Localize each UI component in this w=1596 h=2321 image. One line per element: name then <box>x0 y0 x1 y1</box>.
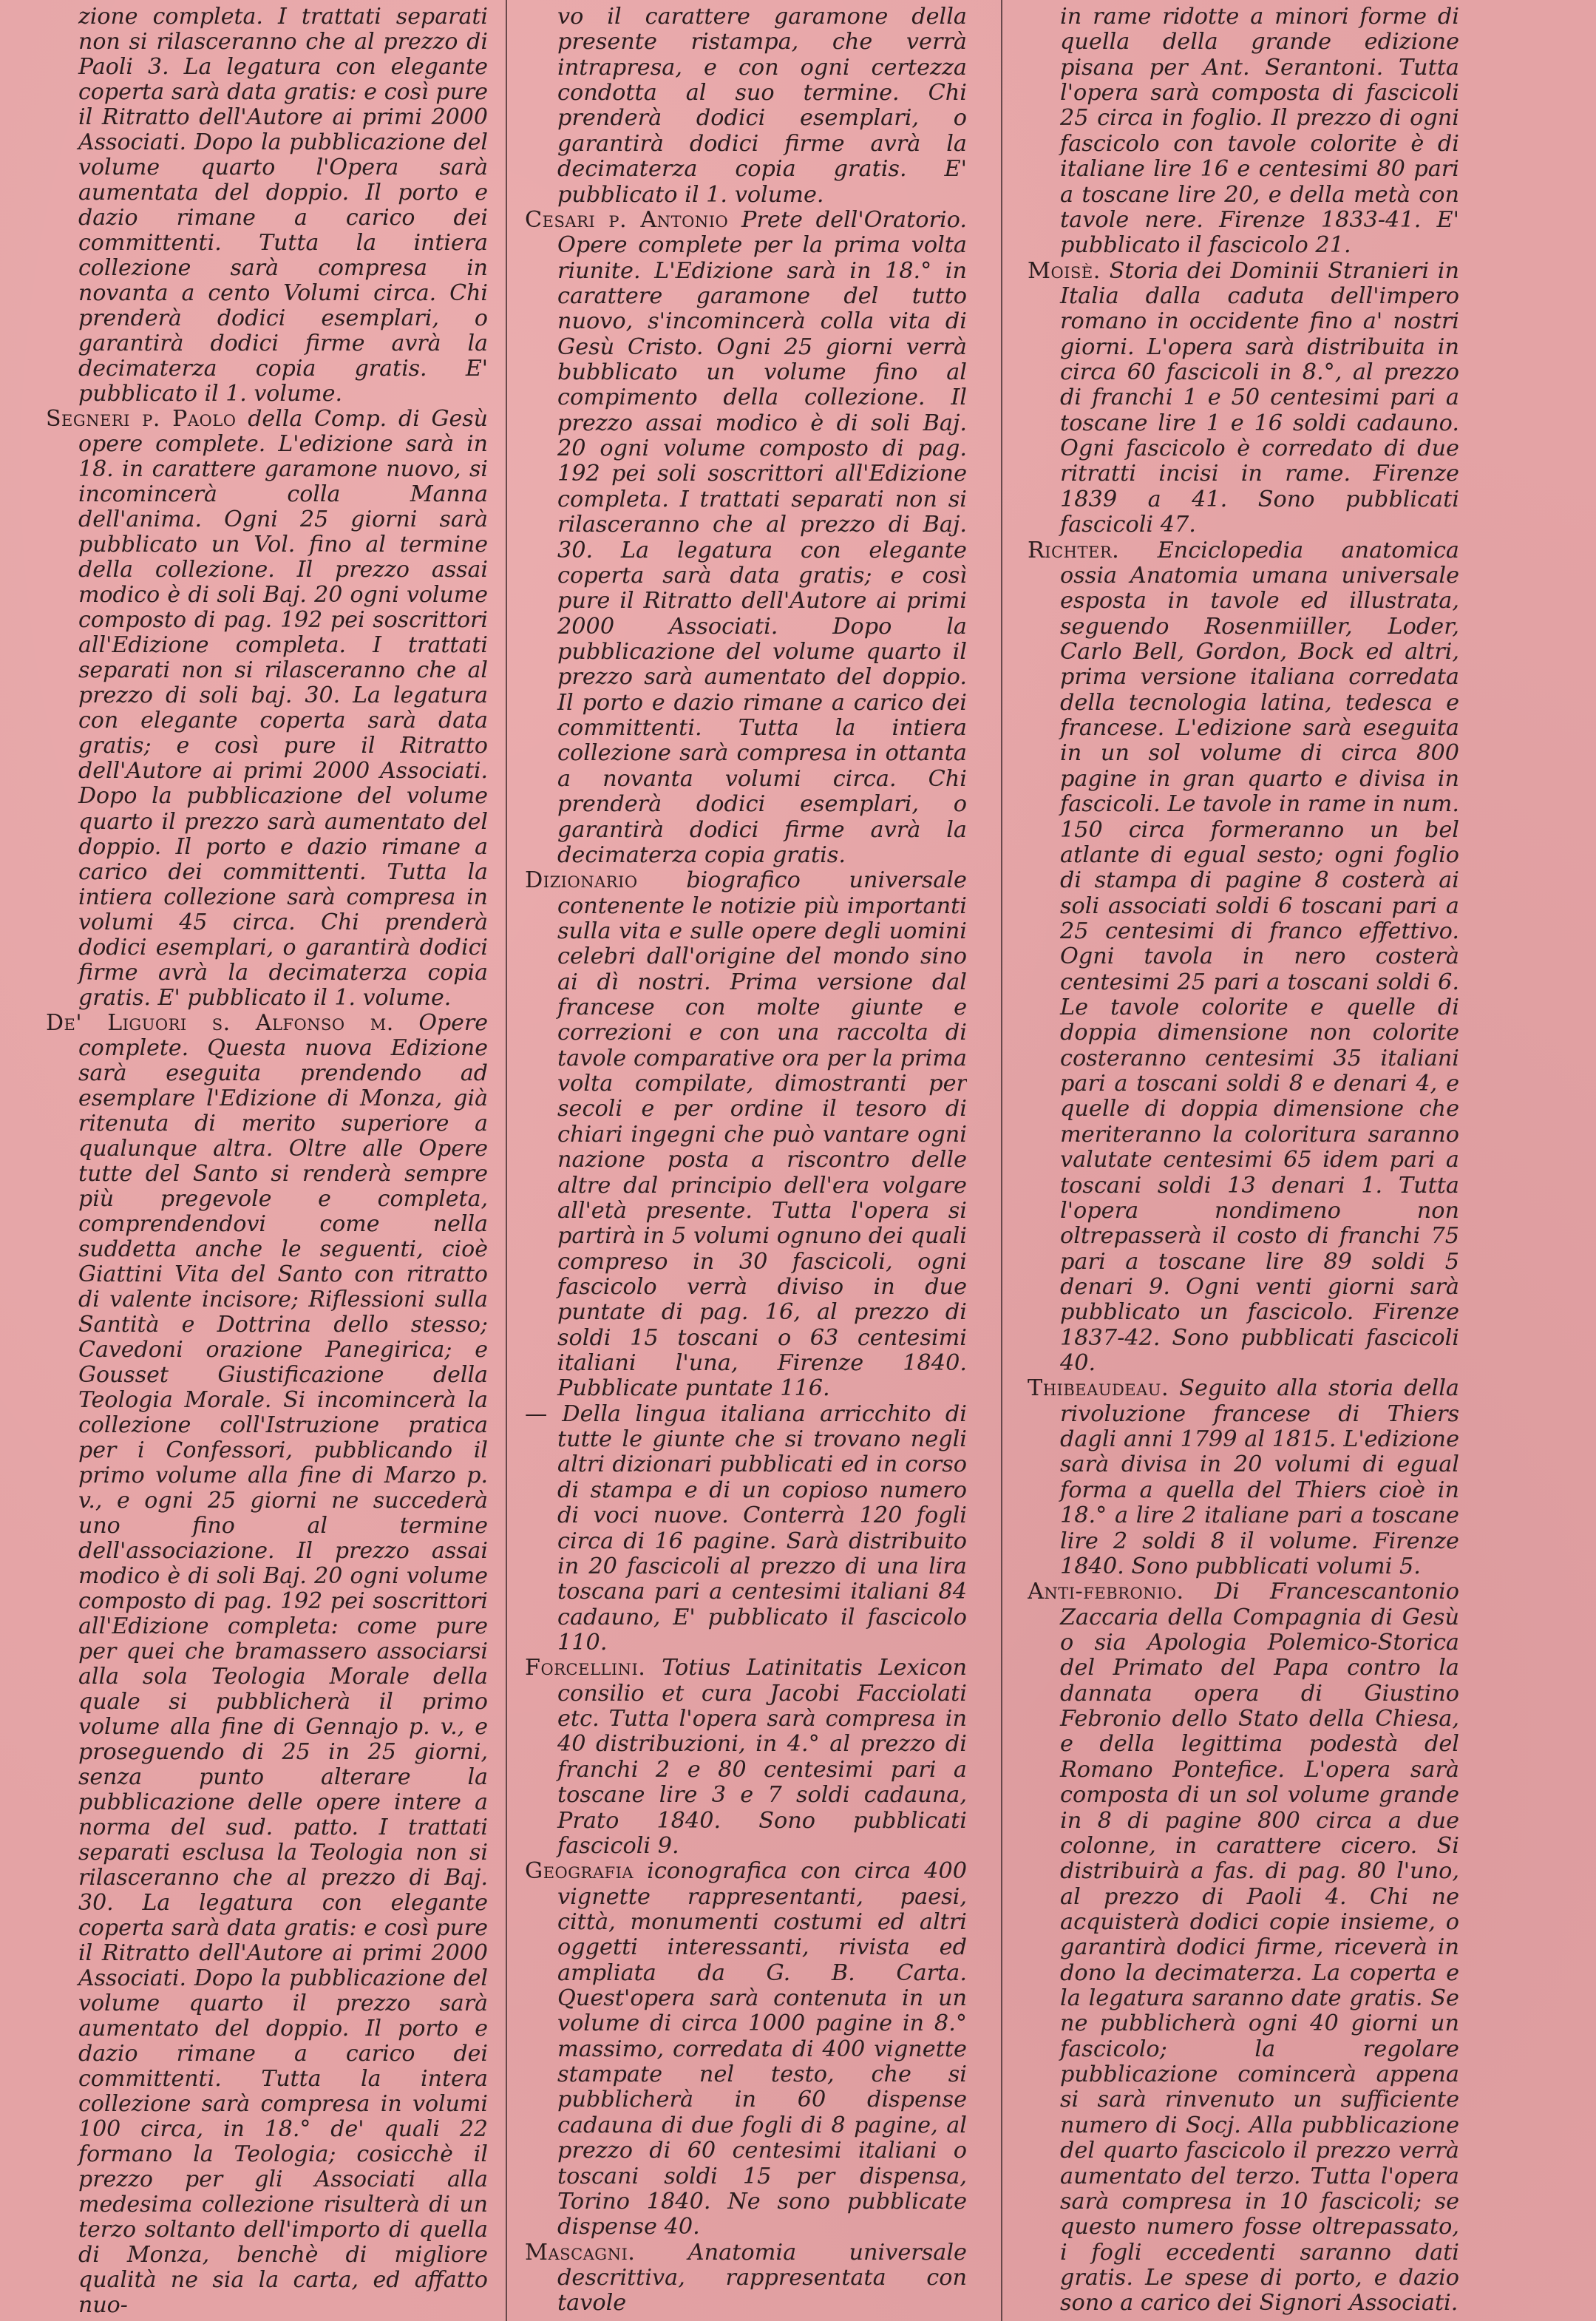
entry-text: Enciclopedia anatomica ossia Anatomia umana universale esposta in tavole ed illustrata, seguendo Rosenmiiller, Loder, Carlo Bell, Gordon, Bock ed altri, prima versione italiana corredata della tecnologia latina, tedesca e francese. L'edizione sarà eseguita in un sol volume di circa 800 pagine in gran quarto e divisa in fascicoli. Le tavole in rame in num. 150 circa formeranno un bel atlante di egual sesto; ogni foglio di stampa di pagine 8 costerà ai soli associati soldi 6 toscani pari a 25 centesimi di franco effettivo. Ogni tavola in nero costerà centesimi 25 pari a toscani soldi 6. Le tavole colorite e quelle di doppia dimensione non colorite costeranno centesimi 35 italiani pari a toscani soldi 8 e denari 4, e quelle di doppia dimensione che meriteranno la coloritura saranno valutate centesimi 65 idem pari a toscani soldi 13 denari 1. Tutta l'opera nondimeno non oltrepasserà il costo di franchi 75 pari a toscane lire 89 soldi 5 denari 9. Ogni venti giorni sarà pubblicato un fascicolo. Firenze 1837-42. Sono pubblicati fascicoli 40. <box>1060 537 1459 1377</box>
entry-text: Anatomia universale descrittiva, rappresentata con tavole <box>557 2239 967 2317</box>
catalog-entry-forcellini <box>525 1656 967 1859</box>
entry-heading: Dizionario <box>525 867 638 894</box>
column-left <box>46 4 488 2318</box>
entry-heading: Thibeaudeau. <box>1028 1375 1169 1402</box>
entry-text: Totius Latinitatis Lexicon consilio et cura Jacobi Facciolati etc. Tutta l'opera sarà compresa in 40 distribuzioni, in 4.° al prezzo di franchi 2 e 80 centesimi pari a toscane lire 3 e 7 soldi cadauna, Prato 1840. Sono pubblicati fascicoli 9. <box>557 1655 967 1859</box>
column-rule <box>1001 0 1002 2321</box>
catalog-entry-continuation: vo il carattere garamone della presente ristampa, che verrà intrapresa, e con ogni certezza condotta al suo termine. Chi prenderà dodici esemplari, o garantirà dodici firme avrà la decimaterza copia gratis. E' pubblicato il 1. volume. <box>557 4 967 208</box>
entry-heading: Moisè. <box>1028 257 1101 284</box>
catalog-entry-anti-febronio <box>1028 1579 1459 2316</box>
entry-heading: Richter. <box>1028 537 1120 563</box>
catalog-entry-mascagni <box>525 2240 967 2317</box>
entry-heading: Cesari p. Antonio <box>525 206 729 233</box>
column-middle <box>525 4 967 2318</box>
entry-text: Seguito alla storia della rivoluzione francese di Thiers dagli anni 1799 al 1815. L'edizione sarà divisa in 20 volumi di egual forma a quella del Thiers cioè in 18.° a lire 2 italiane pari a toscane lire 2 soldi 8 il volume. Firenze 1840. Sono pubblicati volumi 5. <box>1060 1375 1459 1579</box>
entry-heading: Segneri p. Paolo <box>46 406 237 433</box>
catalog-entry-segneri <box>46 407 488 1010</box>
entry-text: biografico universale contenente le notizie più importanti sulla vita e sulle opere degli uomini celebri dall'origine del mondo sino ai dì nostri. Prima versione dal francese con molte giunte e correzioni e con una raccolta di tavole comparative ora per la prima volta compilate, dimostranti per secoli e per ordine il tesoro di chiari ingegni che può vantare ogni nazione posta a riscontro delle altre dal principio dell'era volgare all'età presente. Tutta l'opera si partirà in 5 volumi ognuno dei quali compreso in 30 fascicoli, ogni fascicolo verrà diviso in due puntate di pag. 16, al prezzo di soldi 15 toscani o 63 centesimi italiani l'una, Firenze 1840. Pubblicate puntate 116. <box>557 867 967 1402</box>
catalog-entry-dizionario <box>525 868 967 1402</box>
entry-heading: De' Liguori s. Alfonso m. <box>46 1009 394 1036</box>
catalog-entry-moise <box>1028 259 1459 538</box>
column-right <box>1028 4 1459 2318</box>
entry-heading: Anti-febronio. <box>1028 1579 1184 1605</box>
catalog-entry-cesari <box>525 208 967 868</box>
catalog-entry-thibeaudeau <box>1028 1376 1459 1579</box>
column-rule <box>506 0 507 2321</box>
entry-text: iconografica con circa 400 vignette rappresentanti, paesi, città, monumenti costumi ed altri oggetti interessanti, rivista ed ampliata da G. B. Carta. Quest'opera sarà contenuta in un volume di circa 1000 pagine in 8.° massimo, corredata di 400 vignette stampate nel testo, che si pubblicherà in 60 dispense cadauna di due fogli di 8 pagine, al prezzo di 60 centesimi italiani o toscani soldi 15 per dispensa, Torino 1840. Ne sono pubblicate dispense 40. <box>557 1858 967 2240</box>
catalog-entry-continuation: in rame ridotte a minori forme di quella della grande edizione pisana per Ant. Serantoni. Tutta l'opera sarà composta di fascicoli 25 circa in foglio. Il prezzo di ogni fascicolo con tavole colorite è di italiane lire 16 e centesimi 80 pari a toscane lire 20, e della metà con tavole nere. Firenze 1833-41. E' pubblicato il fascicolo 21. <box>1060 4 1459 259</box>
entry-text: Della lingua italiana arricchito di tutte le giunte che si trovano negli altri dizionari pubblicati ed in corso di stampa e di un copioso numero di voci nuove. Conterrà 120 fogli circa di 16 pagine. Sarà distribuito in 20 fascicoli al prezzo di una lira toscana pari a centesimi italiani 84 cadauno, E' pubblicato il fascicolo 110. <box>557 1400 967 1656</box>
entry-heading: Mascagni. <box>525 2239 636 2266</box>
entry-text: della Comp. di Gesù opere complete. L'edizione sarà in 18. in carattere garamone nuovo, si incomincerà colla Manna dell'anima. Ogni 25 giorni sarà pubblicato un Vol. fino al termine della collezione. Il prezzo assai modico è di soli Baj. 20 ogni volume composto di pag. 192 pei soscrittori all'Edizione completa. I trattati separati non si rilasceranno che al prezzo di soli baj. 30. La legatura con elegante coperta sarà data gratis; e così pure il Ritratto dell'Autore ai primi 2000 Associati. Dopo la pubblicazione del volume quarto il prezzo sarà aumentato del doppio. Il porto e dazio rimane a carico dei committenti. Tutta la intiera collezione sarà compresa in volumi 45 circa. Chi prenderà dodici esemplari, o garantirà dodici firme avrà la decimaterza copia gratis. E' pubblicato il 1. volume. <box>78 406 488 1011</box>
catalog-entry-richter <box>1028 538 1459 1377</box>
entry-text: Opere complete. Questa nuova Edizione sarà eseguita prendendo ad esemplare l'Edizione di Monza, già ritenuta di merito superiore a qualunque altra. Oltre alle Opere tutte del Santo si renderà sempre più pregevole e completa, comprendendovi come nella suddetta anche le seguenti, cioè Giattini Vita del Santo con ritratto di valente incisore; Riflessioni sulla Santità e Dottrina dello stesso; Cavedoni orazione Panegirica; e Gousset Giustificazione della Teologia Morale. Si incomincerà la collezione coll'Istruzione pratica per i Confessori, pubblicando il primo volume alla fine di Marzo p. v., e ogni 25 giorni ne succederà uno fino al termine dell'associazione. Il prezzo assai modico è di soli Baj. 20 ogni volume composto di pag. 192 pei soscrittori all'Edizione completa: come pure per quei che bramassero associarsi alla sola Teologia Morale della quale si pubblicherà il primo volume alla fine di Gennajo p. v., e proseguendo di 25 in 25 giorni, senza punto alterare la pubblicazione delle opere intere a norma del sud. patto. I trattati separati esclusa la Teologia non si rilasceranno che al prezzo di Baj. 30. La legatura con elegante coperta sarà data gratis: e così pure il Ritratto dell'Autore ai primi 2000 Associati. Dopo la pubblicazione del volume quarto il prezzo sarà aumentato del doppio. Il porto e dazio rimane a carico dei committenti. Tutta la intera collezione sarà compresa in volumi 100 circa, in 18.° de' quali 22 formano la Teologia; cosicchè il prezzo per gli Associati alla medesima collezione risulterà di un terzo soltanto dell'importo di quella di Monza, benchè di migliore qualità ne sia la carta, ed affatto nuo- <box>78 1009 488 2318</box>
catalog-entry-continuation: zione completa. I trattati separati non si rilasceranno che al prezzo di Paoli 3. La legatura con elegante coperta sarà data gratis: e così pure il Ritratto dell'Autore ai primi 2000 Associati. Dopo la pubblicazione del volume quarto l'Opera sarà aumentata del doppio. Il porto e dazio rimane a carico dei committenti. Tutta la intiera collezione sarà compresa in novanta a cento Volumi circa. Chi prenderà dodici esemplari, o garantirà dodici firme avrà la decimaterza copia gratis. E' pubblicato il 1. volume. <box>78 4 488 407</box>
entry-heading: Forcellini. <box>525 1655 646 1681</box>
entry-text: Storia dei Dominii Stranieri in Italia dalla caduta dell'impero romano in occidente fino a' nostri giorni. L'opera sarà distribuita in circa 60 fascicoli in 8.°, al prezzo di franchi 1 e 50 centesimi pari a toscane lire 1 e 16 soldi cadauno. Ogni fascicolo è corredato di due ritratti incisi in rame. Firenze 1839 a 41. Sono pubblicati fascicoli 47. <box>1060 257 1459 538</box>
entry-heading: Geografia <box>525 1858 634 1885</box>
catalog-entry-geografia <box>525 1859 967 2240</box>
catalog-entry-dizionario-lingua <box>525 1402 967 1656</box>
entry-text: Prete dell'Oratorio. Opere complete per la prima volta riunite. L'Edizione sarà in 18.° in carattere garamone del tutto nuovo, s'incomincerà colla vita di Gesù Cristo. Ogni 25 giorni verrà bubblicato un volume fino al compimento della collezione. Il prezzo assai modico è di soli Baj. 20 ogni volume composto di pag. 192 pei soli soscrittori all'Edizione completa. I trattati separati non si rilasceranno che al prezzo di Baj. 30. La legatura con elegante coperta sarà data gratis; e così pure il Ritratto dell'Autore ai primi 2000 Associati. Dopo la pubblicazione del volume quarto il prezzo sarà aumentato del doppio. Il porto e dazio rimane a carico dei committenti. Tutta la intiera collezione sarà compresa in ottanta a novanta volumi circa. Chi prenderà dodici esemplari, o garantirà dodici firme avrà la decimaterza copia gratis. <box>557 206 967 868</box>
catalog-entry-de-liguori <box>46 1011 488 2318</box>
entry-heading: — <box>525 1400 548 1427</box>
entry-text: Di Francescantonio Zaccaria della Compagnia di Gesù o sia Apologia Polemico-Storica del Primato del Papa contro la dannata opera di Giustino Febronio dello Stato della Chiesa, e della legittima podestà del Romano Pontefice. L'opera sarà composta di un sol volume grande in 8 di pagine 800 circa a due colonne, in carattere cicero. Si distribuirà a fas. di pag. 80 l'uno, al prezzo di Paoli 4. Chi ne acquisterà dodici copie insieme, o garantirà dodici firme, riceverà in dono la decimaterza. La coperta e la legatura saranno date gratis. Se ne pubblicherà ogni 40 giorni un fascicolo; la regolare pubblicazione comincerà appena si sarà rinvenuto un sufficiente numero di Socj. Alla pubblicazione del quarto fascicolo il prezzo verrà aumentato del terzo. Tutta l'opera sarà compresa in 10 fascicoli; se questo numero fosse oltrepassato, i fogli eccedenti saranno dati gratis. Le spese di porto, e dazio sono a carico dei Signori Associati. <box>1060 1579 1459 2317</box>
